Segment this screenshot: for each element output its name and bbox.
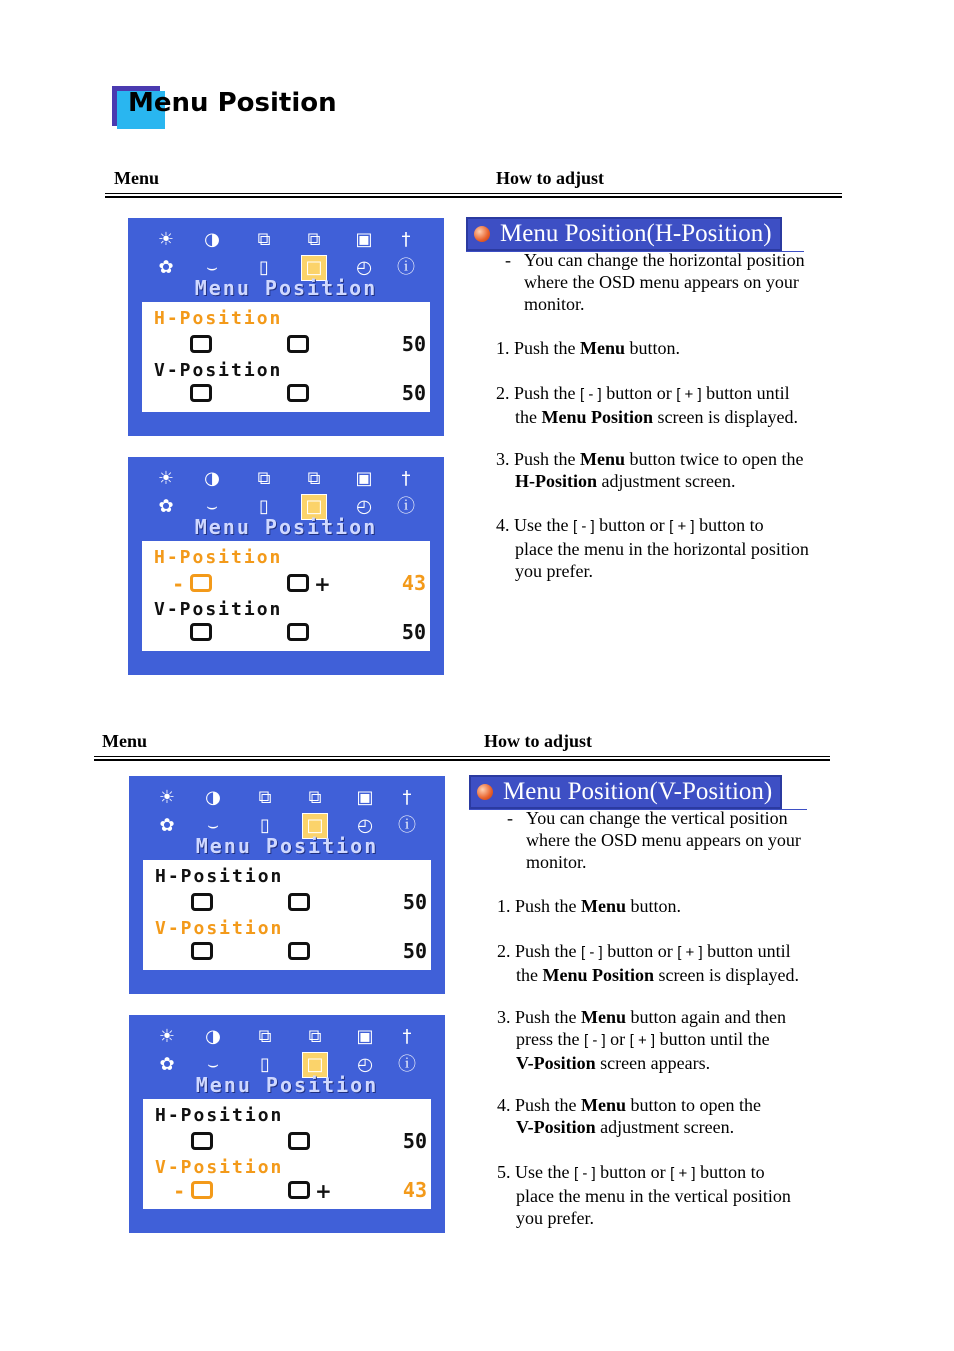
brightness-icon: ☀ xyxy=(157,229,175,250)
image-effect-icon: ⧉ xyxy=(307,229,321,250)
image-effect-icon: ⧉ xyxy=(308,1026,322,1047)
lips-icon: ⌣ xyxy=(207,1054,219,1075)
header-rule xyxy=(105,193,842,194)
h-position-label: H-Position xyxy=(154,547,283,568)
language-icon: † xyxy=(401,468,411,489)
v-right-glyph-icon xyxy=(288,1181,310,1199)
osd-title: Menu Position xyxy=(195,1073,379,1097)
minus-sign: - xyxy=(175,1179,184,1203)
plus-sign: + xyxy=(315,1179,332,1203)
header-rule xyxy=(94,756,830,757)
image-setup-icon: ⧉ xyxy=(257,468,271,489)
image-setup-icon: ⧉ xyxy=(258,787,272,808)
column-header-how-to-adjust: How to adjust xyxy=(484,731,593,751)
step-5: 5. Use the [ - ] button or [ + ] button to place the menu in the vertical position you prefer. xyxy=(497,1162,791,1228)
menu-position-icon: □ xyxy=(303,814,327,838)
menu-position-icon: □ xyxy=(303,1053,327,1077)
column-header-menu: Menu xyxy=(102,731,147,751)
menu-position-icon: □ xyxy=(302,256,326,280)
contrast-icon: ◑ xyxy=(204,229,220,250)
image-effect-icon: ⧉ xyxy=(308,787,322,808)
bullet-ball-icon xyxy=(474,226,490,242)
v-position-label: V-Position xyxy=(154,599,283,620)
v-left-glyph-icon xyxy=(191,1181,213,1199)
image-setup-icon: ⧉ xyxy=(258,1026,272,1047)
image-setup-icon: ⧉ xyxy=(257,229,271,250)
osd-panel xyxy=(142,541,430,651)
step-4: 4. Push the Menu button to open the V-Position adjustment screen. xyxy=(497,1095,761,1137)
size-icon: ▯ xyxy=(260,1054,270,1075)
brightness-icon: ☀ xyxy=(158,787,176,808)
information-icon: ⓘ xyxy=(398,815,416,836)
section-heading-badge xyxy=(466,217,782,251)
size-icon: ▯ xyxy=(259,496,269,517)
clock-icon: ◴ xyxy=(357,1054,373,1075)
contrast-icon: ◑ xyxy=(205,787,221,808)
clock-icon: ◴ xyxy=(356,257,372,278)
menu-position-icon: □ xyxy=(302,495,326,519)
lips-icon: ⌣ xyxy=(206,496,218,517)
bullet-ball-icon xyxy=(477,784,493,800)
section-heading-text: Menu Position(H-Position) xyxy=(500,220,772,247)
plus-sign: + xyxy=(314,572,331,596)
osd-title: Menu Position xyxy=(195,834,379,858)
lips-icon: ⌣ xyxy=(207,815,219,836)
v-position-value: 50 xyxy=(402,939,427,963)
h-left-glyph-icon xyxy=(191,1132,213,1150)
v-position-value: 50 xyxy=(401,381,426,405)
column-header-how-to-adjust: How to adjust xyxy=(496,168,605,188)
image-effect-icon: ⧉ xyxy=(307,468,321,489)
video-source-icon: ▣ xyxy=(356,1026,374,1047)
h-right-glyph-icon xyxy=(287,574,309,592)
video-source-icon: ▣ xyxy=(355,229,373,250)
v-left-glyph-icon xyxy=(190,623,212,641)
h-position-value: 50 xyxy=(401,332,426,356)
information-icon: ⓘ xyxy=(397,257,415,278)
osd-panel xyxy=(143,1099,431,1209)
brightness-icon: ☀ xyxy=(158,1026,176,1047)
size-icon: ▯ xyxy=(259,257,269,278)
h-position-label: H-Position xyxy=(154,308,283,329)
v-left-glyph-icon xyxy=(191,942,213,960)
osd-icon-bar xyxy=(128,224,444,284)
section-heading-text: Menu Position(V-Position) xyxy=(503,778,773,805)
v-position-label: V-Position xyxy=(155,1157,284,1178)
h-right-glyph-icon xyxy=(288,893,310,911)
lips-icon: ⌣ xyxy=(206,257,218,278)
osd-panel xyxy=(142,302,430,412)
intro-text: You can change the vertical position where the OSD menu appears on your monitor. xyxy=(526,808,801,872)
color-palette-icon: ✿ xyxy=(158,257,174,278)
osd-screen xyxy=(129,776,445,994)
brightness-icon: ☀ xyxy=(157,468,175,489)
osd-panel xyxy=(143,860,431,970)
v-position-value: 43 xyxy=(402,1178,427,1202)
minus-sign: - xyxy=(174,572,183,596)
osd-icon-bar xyxy=(129,782,445,842)
step-4: 4. Use the [ - ] button or [ + ] button to place the menu in the horizontal position you prefer. xyxy=(496,515,809,581)
osd-icon-bar xyxy=(129,1021,445,1081)
step-2: 2. Push the [ - ] button or [ + ] button until the Menu Position screen is displayed. xyxy=(497,941,799,985)
h-left-glyph-icon xyxy=(190,335,212,353)
h-right-glyph-icon xyxy=(288,1132,310,1150)
header-rule xyxy=(94,759,830,761)
h-left-glyph-icon xyxy=(190,574,212,592)
intro-text: You can change the horizontal position where the OSD menu appears on your monitor. xyxy=(524,250,805,314)
h-left-glyph-icon xyxy=(191,893,213,911)
information-icon: ⓘ xyxy=(398,1054,416,1075)
v-position-label: V-Position xyxy=(154,360,283,381)
v-left-glyph-icon xyxy=(190,384,212,402)
video-source-icon: ▣ xyxy=(356,787,374,808)
h-position-label: H-Position xyxy=(155,1105,284,1126)
contrast-icon: ◑ xyxy=(204,468,220,489)
header-rule xyxy=(105,196,842,198)
step-3: 3. Push the Menu button again and then press the [ - ] or [ + ] button until the V-Position screen appears. xyxy=(497,1007,786,1073)
clock-icon: ◴ xyxy=(357,815,373,836)
v-right-glyph-icon xyxy=(287,384,309,402)
page-title-text: Menu Position xyxy=(128,88,337,118)
h-position-value: 50 xyxy=(402,890,427,914)
h-right-glyph-icon xyxy=(287,335,309,353)
language-icon: † xyxy=(401,229,411,250)
h-position-value: 50 xyxy=(402,1129,427,1153)
intro-dash: - xyxy=(507,808,513,828)
language-icon: † xyxy=(402,1026,412,1047)
v-position-label: V-Position xyxy=(155,918,284,939)
step-3: 3. Push the Menu button twice to open the H-Position adjustment screen. xyxy=(496,449,804,491)
h-position-label: H-Position xyxy=(155,866,284,887)
size-icon: ▯ xyxy=(260,815,270,836)
color-palette-icon: ✿ xyxy=(158,496,174,517)
step-2: 2. Push the [ - ] button or [ + ] button until the Menu Position screen is displayed. xyxy=(496,383,798,427)
step-1: 1. Push the Menu button. xyxy=(497,896,682,916)
osd-icon-bar xyxy=(128,463,444,523)
osd-screen xyxy=(128,457,444,675)
h-position-value: 43 xyxy=(401,571,426,595)
v-position-value: 50 xyxy=(401,620,426,644)
color-palette-icon: ✿ xyxy=(159,815,175,836)
v-right-glyph-icon xyxy=(288,942,310,960)
video-source-icon: ▣ xyxy=(355,468,373,489)
information-icon: ⓘ xyxy=(397,496,415,517)
clock-icon: ◴ xyxy=(356,496,372,517)
section-heading-badge xyxy=(469,775,782,809)
osd-screen xyxy=(129,1015,445,1233)
language-icon: † xyxy=(402,787,412,808)
step-1: 1. Push the Menu button. xyxy=(496,338,681,358)
color-palette-icon: ✿ xyxy=(159,1054,175,1075)
contrast-icon: ◑ xyxy=(205,1026,221,1047)
v-right-glyph-icon xyxy=(287,623,309,641)
osd-title: Menu Position xyxy=(194,276,378,300)
intro-dash: - xyxy=(505,250,511,270)
column-header-menu: Menu xyxy=(114,168,159,188)
osd-screen xyxy=(128,218,444,436)
osd-title: Menu Position xyxy=(194,515,378,539)
